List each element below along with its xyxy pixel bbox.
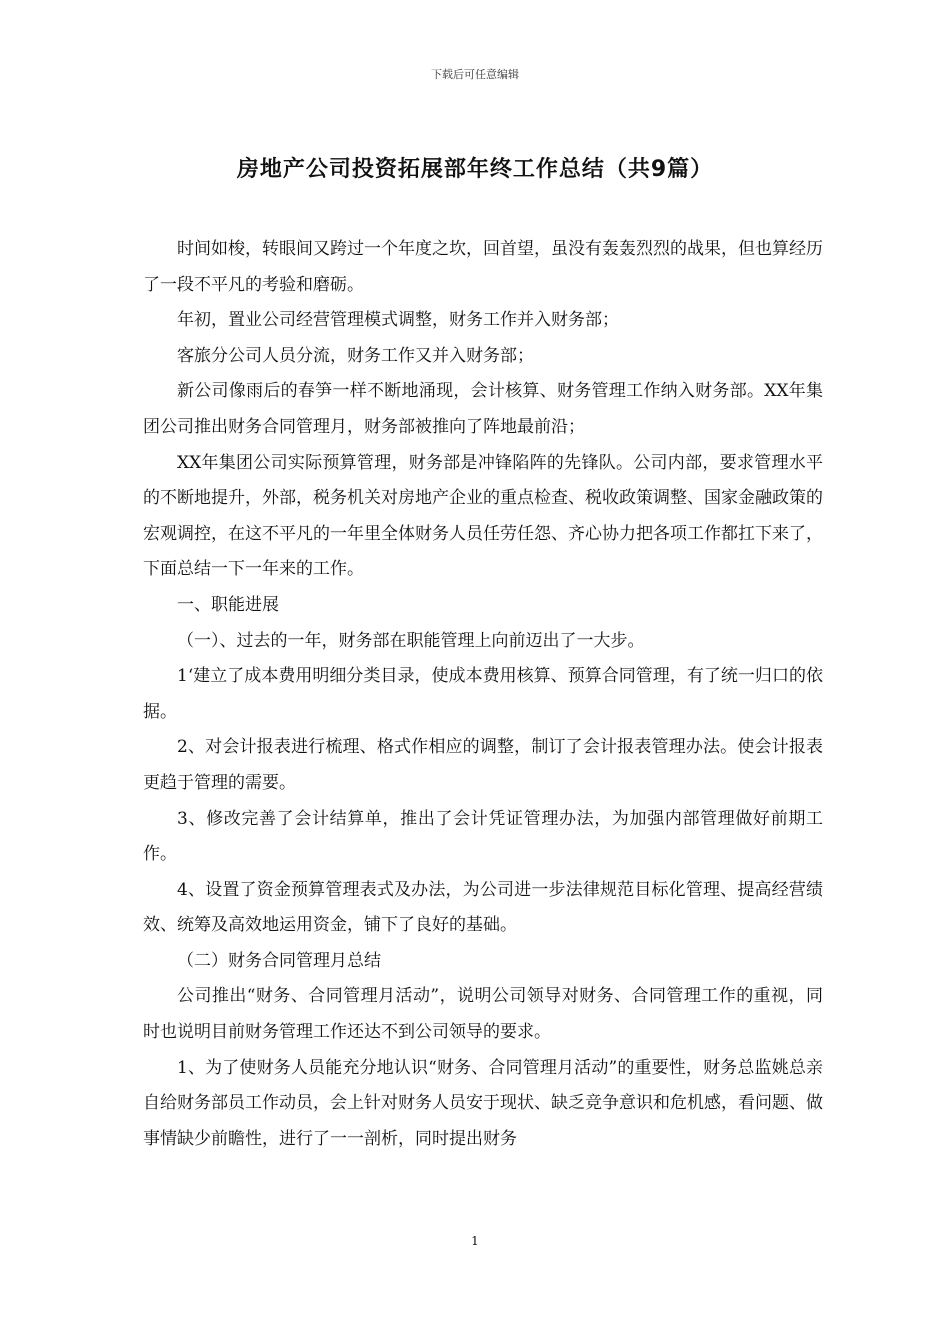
page-header-note: 下载后可任意编辑 [431, 68, 519, 81]
subsection-heading: （二）财务合同管理月总结 [177, 950, 381, 971]
paragraph: 客旅分公司人员分流，财务工作又并入财务部； [177, 345, 534, 366]
section-heading: 一、职能进展 [177, 594, 279, 615]
paragraph: 年初，置业公司经营管理模式调整，财务工作并入财务部； [177, 310, 619, 331]
document-title: 房地产公司投资拓展部年终工作总结（共9篇） [236, 157, 714, 182]
list-item: 1‘建立了成本费用明细分类目录，使成本费用核算、预算合同管理，有了统一归口的依据。 [143, 666, 823, 722]
list-item: 4、设置了资金预算管理表式及办法，为公司进一步法律规范目标化管理、提高经营绩效、统筹及高效地运用资金，铺下了良好的基础。 [143, 879, 823, 936]
paragraph: 公司推出“财务、合同管理月活动”，说明公司领导对财务、合同管理工作的重视，同时也说明目前财务管理工作还达不到公司领导的要求。 [143, 986, 823, 1043]
paragraph: 新公司像雨后的春笋一样不断地涌现，会计核算、财务管理工作纳入财务部。XX年集团公司推出财务合同管理月，财务部被推向了阵地最前沿； [143, 381, 823, 437]
paragraph: 时间如梭，转眼间又跨过一个年度之坎，回首望，虽没有轰轰烈烈的战果，但也算经历了一段不平凡的考验和磨砺。 [143, 239, 823, 295]
list-item: 3、修改完善了会计结算单，推出了会计凭证管理办法，为加强内部管理做好前期工作。 [143, 808, 823, 865]
document-body [143, 232, 823, 1157]
page-number: 1 [471, 1234, 479, 1248]
list-item: 2、对会计报表进行梳理、格式作相应的调整，制订了会计报表管理办法。使会计报表更趋于管理的需要。 [143, 737, 823, 793]
paragraph: XX年集团公司实际预算管理，财务部是冲锋陷阵的先锋队。公司内部，要求管理水平的不断地提升，外部，税务机关对房地产企业的重点检查、税收政策调整、国家金融政策的宏观调控，在这不平凡的一年里全体财务人员任劳任怨、齐心协力把各项工作都扛下来了，下面总结一下一年来的工作。 [143, 452, 823, 580]
list-item: 1、为了使财务人员能充分地认识“财务、合同管理月活动”的重要性，财务总监姚总亲自给财务部员工作动员，会上针对财务人员安于现状、缺乏竞争意识和危机感，看问题、做事情缺少前瞻性，进行了一一剖析，同时提出财务 [143, 1057, 823, 1149]
subsection-heading: （一）、过去的一年，财务部在职能管理上向前迈出了一大步。 [177, 630, 645, 651]
